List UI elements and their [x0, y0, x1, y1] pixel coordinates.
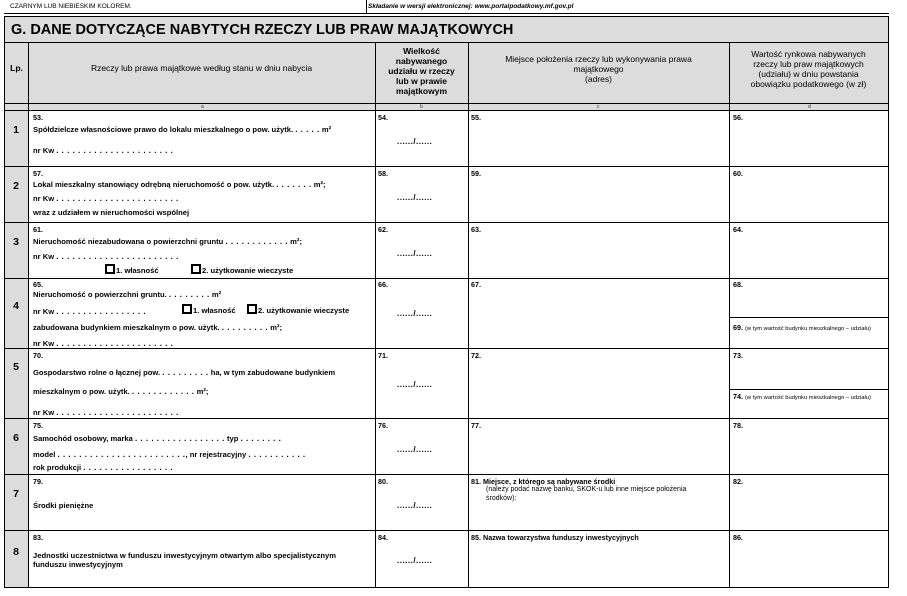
value-input[interactable]: 86. [733, 533, 743, 542]
col-divider-lp [28, 42, 29, 587]
car-make-field[interactable]: Samochód osobowy, marka . . . . . . . . . . . . . . . . . typ . . . . . . . . [33, 434, 282, 443]
col-divider-a [375, 42, 376, 587]
building-value-input[interactable]: 69. (w tym wartość budynku mieszkalnego – udziału) [733, 323, 871, 332]
field-description: Nieruchomość niezabudowana o powierzchni gruntu . . . . . . . . . . . . m²; [33, 237, 302, 246]
row-number: 6 [13, 432, 19, 444]
source-of-funds-input[interactable]: 81. Miejsce, z którego są nabywane środki [471, 477, 616, 486]
row-number: 8 [13, 546, 19, 558]
kw-field[interactable]: nr Kw . . . . . . . . . . . . . . . . . [33, 307, 147, 316]
field-description: Środki pieniężne [33, 501, 94, 510]
field-number: 71. [378, 351, 388, 360]
row-rule-4 [5, 348, 888, 349]
row4-value-subrule [729, 317, 888, 318]
field-number: 84. [378, 533, 388, 542]
value-input[interactable]: 73. [733, 351, 743, 360]
field-number: 83. [33, 533, 43, 542]
car-year-field[interactable]: rok produkcji . . . . . . . . . . . . . . . . . [33, 463, 174, 472]
field-description-building: zabudowana budynkiem mieszkalnym o pow. użytk. . . . . . . . . . m²; [33, 323, 283, 332]
row-number: 4 [13, 300, 19, 312]
title-rule [5, 42, 888, 43]
section-g-form [4, 16, 889, 588]
field-description: Lokal mieszkalny stanowiący odrębną nieruchomość o pow. użytk. . . . . . . . m²; [33, 180, 326, 189]
row-rule-7 [5, 530, 888, 531]
ownership-option[interactable]: 1. własność [182, 304, 236, 315]
field-description: Nieruchomość o powierzchni gruntu. . . . . . . . . m² [33, 290, 222, 299]
value-input[interactable]: 68. [733, 280, 743, 289]
checkbox-icon[interactable] [247, 304, 257, 314]
address-input[interactable]: 59. [471, 169, 481, 178]
field-number: 54. [378, 113, 388, 122]
share-input[interactable]: ....../...... [397, 309, 433, 318]
kw-field[interactable]: nr Kw . . . . . . . . . . . . . . . . . . . . . . [33, 339, 174, 348]
top-rule [4, 13, 889, 14]
field-number: 66. [378, 280, 388, 289]
share-input[interactable]: ....../...... [397, 137, 433, 146]
field-description-building: mieszkalnym o pow. użytk. . . . . . . . . . . . . m²; [33, 387, 209, 396]
kw-field[interactable]: nr Kw . . . . . . . . . . . . . . . . . . . . . . . [33, 194, 179, 203]
car-model-field[interactable]: model . . . . . . . . . . . . . . . . . . . . . . . ., nr rejestracyjny . . . . . . . . . . . [33, 450, 306, 459]
value-input[interactable]: 78. [733, 421, 743, 430]
fund-company-input[interactable]: 85. Nazwa towarzystwa funduszy inwestycyjnych [471, 533, 639, 542]
field-number: 62. [378, 225, 388, 234]
address-input[interactable]: 67. [471, 280, 481, 289]
field-number: 58. [378, 169, 388, 178]
kw-field[interactable]: nr Kw . . . . . . . . . . . . . . . . . . . . . . [33, 146, 174, 155]
address-input[interactable]: 77. [471, 421, 481, 430]
row-number: 5 [13, 361, 19, 373]
checkbox-icon[interactable] [105, 264, 115, 274]
row-rule-2 [5, 222, 888, 223]
kw-field[interactable]: nr Kw . . . . . . . . . . . . . . . . . . . . . . . [33, 252, 179, 261]
perpetual-usufruct-option[interactable]: 2. użytkowanie wieczyste [191, 264, 293, 275]
checkbox-icon[interactable] [182, 304, 192, 314]
row-number: 3 [13, 236, 19, 248]
field-number: 65. [33, 280, 43, 289]
header-share: Wielkość nabywanego udziału w rzeczy lub w prawie majątkowym [388, 46, 455, 96]
field-number: 57. [33, 169, 43, 178]
source-of-funds-note: (należy podać nazwę banku, SKOK-u lub inne miejsce położenia środków): [486, 486, 687, 502]
address-input[interactable]: 63. [471, 225, 481, 234]
share-input[interactable]: ....../...... [397, 193, 433, 202]
row-rule-3 [5, 278, 888, 279]
share-input[interactable]: ....../...... [397, 249, 433, 258]
row-number: 7 [13, 488, 19, 500]
kw-field[interactable]: nr Kw . . . . . . . . . . . . . . . . . . . . . . . [33, 408, 179, 417]
value-input[interactable]: 56. [733, 113, 743, 122]
letters-rule [5, 110, 888, 111]
building-value-input[interactable]: 74. (w tym wartość budynku mieszkalnego – udziału) [733, 392, 871, 401]
column-letter-a: a [201, 104, 204, 110]
share-input[interactable]: ....../...... [397, 501, 433, 510]
field-number: 61. [33, 225, 43, 234]
value-input[interactable]: 60. [733, 169, 743, 178]
share-input[interactable]: ....../...... [397, 380, 433, 389]
column-letter-d: d [808, 104, 811, 110]
top-right-note: Składanie w wersji elektronicznej: www.portalpodatkowy.mf.gov.pl [368, 3, 574, 10]
row-rule-5 [5, 418, 888, 419]
header-lp: Lp. [10, 63, 23, 73]
col-divider-c [729, 42, 730, 587]
field-description: Jednostki uczestnictwa w funduszu inwestycyjnym otwartym albo specjalistycznym funduszu inwestycyjnym [33, 551, 336, 569]
column-letter-b: b [420, 104, 423, 110]
row5-value-subrule [729, 389, 888, 390]
checkbox-icon[interactable] [191, 264, 201, 274]
header-value: Wartość rynkowa nabywanych rzeczy lub praw majątkowych (udziału) w dniu powstania obowiązku podatkowego (w zł) [750, 49, 867, 89]
row-number: 2 [13, 180, 19, 192]
field-description: Gospodarstwo rolne o łącznej pow. . . . . . . . . . ha, w tym zabudowane budynkiem [33, 368, 336, 377]
address-input[interactable]: 72. [471, 351, 481, 360]
address-input[interactable]: 55. [471, 113, 481, 122]
field-number: 70. [33, 351, 43, 360]
ownership-option[interactable]: 1. własność [105, 264, 159, 275]
field-number: 53. [33, 113, 43, 122]
top-left-note: CZARNYM LUB NIEBIESKIM KOLOREM. [10, 3, 132, 10]
share-input[interactable]: ....../...... [397, 445, 433, 454]
row-rule-1 [5, 166, 888, 167]
value-input[interactable]: 82. [733, 477, 743, 486]
field-number: 79. [33, 477, 43, 486]
field-number: 75. [33, 421, 43, 430]
value-input[interactable]: 64. [733, 225, 743, 234]
header-place: Miejsce położenia rzeczy lub wykonywania prawa majątkowego (adres) [505, 54, 692, 84]
row-number: 1 [13, 124, 19, 136]
field-description: Spółdzielcze własnościowe prawo do lokalu mieszkalnego o pow. użytk. . . . . . m² [33, 125, 332, 134]
field-number: 80. [378, 477, 388, 486]
header-things: Rzeczy lub prawa majątkowe według stanu w dniu nabycia [90, 63, 313, 73]
row-rule-6 [5, 474, 888, 475]
top-divider [366, 0, 367, 14]
header-rule [5, 103, 888, 104]
share-input[interactable]: ....../...... [397, 556, 433, 565]
perpetual-usufruct-option[interactable]: 2. użytkowanie wieczyste [247, 304, 349, 315]
field-note: wraz z udziałem w nieruchomości wspólnej [33, 208, 190, 217]
column-letter-c: c [597, 104, 600, 110]
col-divider-b [468, 42, 469, 587]
section-title: G. DANE DOTYCZĄCE NABYTYCH RZECZY LUB PRAW MAJĄTKOWYCH [11, 22, 514, 38]
field-number: 76. [378, 421, 388, 430]
